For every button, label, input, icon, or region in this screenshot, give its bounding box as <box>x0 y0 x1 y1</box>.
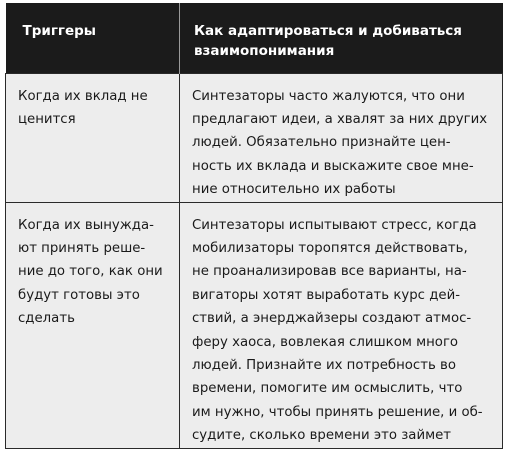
advice-line: им нужно, чтобы принять решение, и об- <box>192 404 483 420</box>
advice-line: людей. Признайте их потребность во <box>192 357 457 373</box>
advice-line: ность их вклада и выскажите свое мне- <box>192 158 474 174</box>
trigger-line: ценится <box>18 111 76 127</box>
advice-line: мобилизаторы торопятся действовать, <box>192 240 468 256</box>
advice-line: ние относительно их работы <box>192 182 396 198</box>
table-body <box>6 73 503 448</box>
advice-line: ствий, а энерджайзеры создают атмос- <box>192 311 472 327</box>
trigger-cell <box>6 202 180 448</box>
table-row <box>6 73 503 202</box>
advice-line: Синтезаторы часто жалуются, что они <box>192 88 465 104</box>
advice-line: предлагают идеи, а хвалят за них других <box>192 111 488 127</box>
advice-line: вигаторы хотят выработать курс дей- <box>192 287 461 303</box>
header-adaptation <box>180 3 503 73</box>
advice-line: Синтезаторы испытывают стресс, когда <box>192 217 477 233</box>
table-header <box>6 3 503 73</box>
advice-line: времени, помогите им осмыслить, что <box>192 381 463 397</box>
header-triggers-line: Триггеры <box>22 23 96 39</box>
header-row <box>6 3 503 73</box>
table-row <box>6 202 503 448</box>
trigger-line: Когда их вынужда- <box>18 217 154 233</box>
trigger-line: будут готовы это <box>18 287 140 303</box>
header-triggers <box>6 3 180 73</box>
trigger-line: ние до того, как они <box>18 264 163 280</box>
header-adaptation-line: взаимопонимания <box>194 43 335 59</box>
advice-line: не проанализировав все варианты, на- <box>192 264 467 280</box>
advice-line: феру хаоса, вовлекая слишком много <box>192 334 459 350</box>
advice-line: людей. Обязательно признайте цен- <box>192 135 451 151</box>
advice-cell <box>180 73 503 202</box>
trigger-line: ют принять реше- <box>18 240 146 256</box>
advice-cell <box>180 202 503 448</box>
header-adaptation-line: Как адаптироваться и добиваться <box>194 23 462 39</box>
trigger-cell <box>6 73 180 202</box>
advice-line: судите, сколько времени это займет <box>192 428 452 444</box>
trigger-line: Когда их вклад не <box>18 88 148 104</box>
trigger-line: сделать <box>18 311 75 327</box>
triggers-table <box>5 3 503 449</box>
